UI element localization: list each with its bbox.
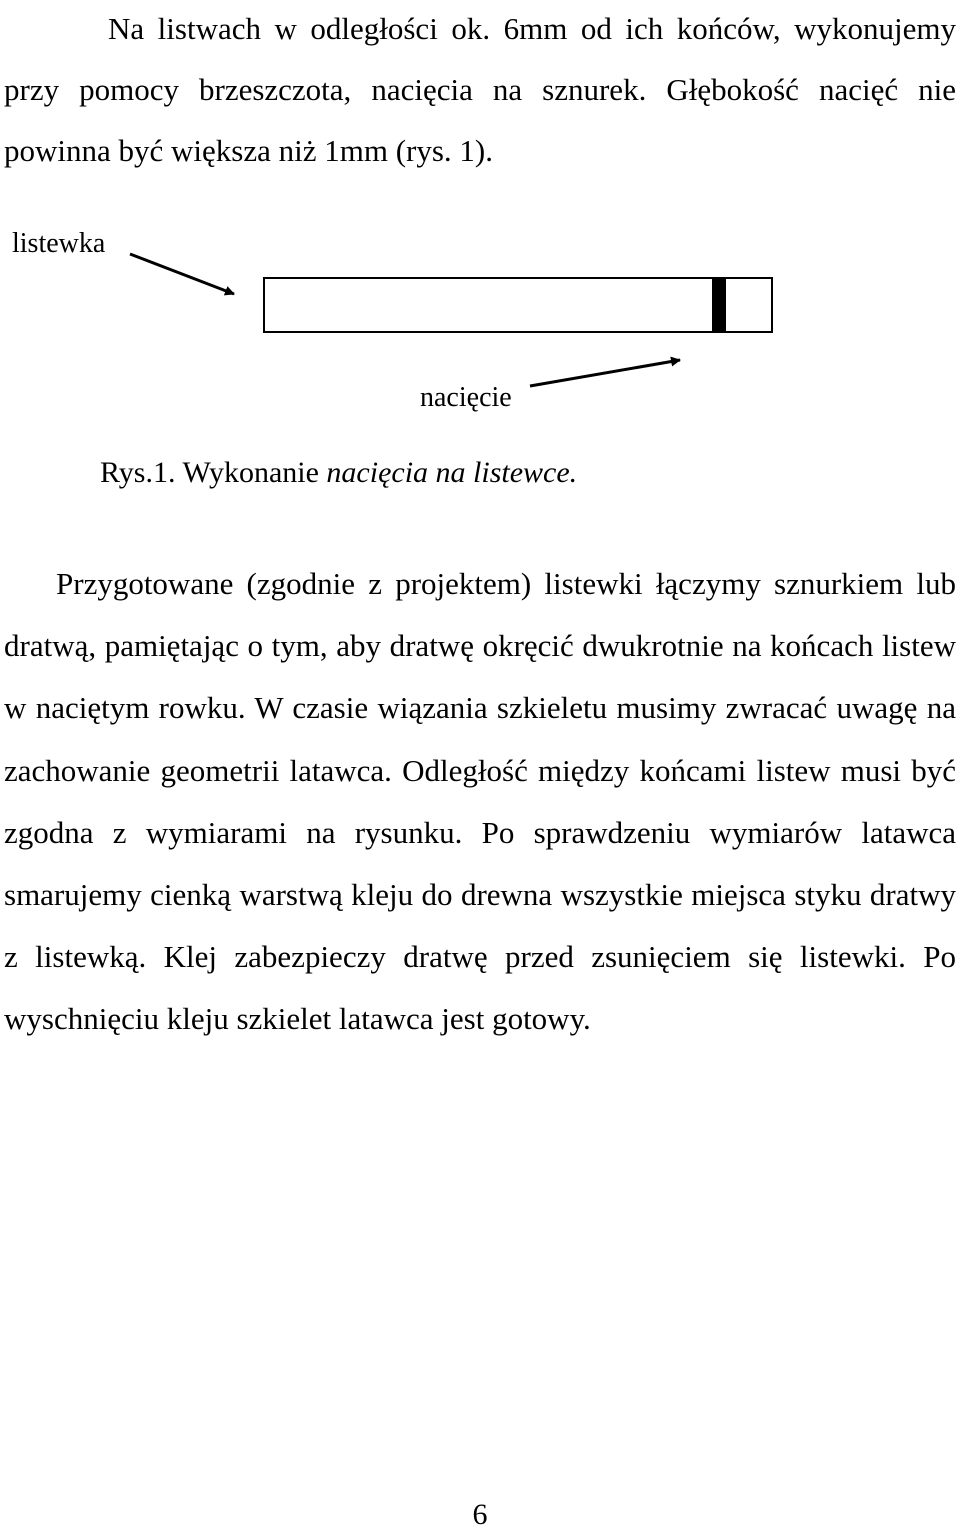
arrow-to-strip bbox=[130, 254, 234, 294]
caption-prefix: Rys.1. Wykonanie bbox=[100, 456, 327, 489]
intro-paragraph: Na listwach w odległości ok. 6mm od ich końców, wykonujemy przy pomocy brzeszczota, nacięcia na sznurek. Głębokość nacięć nie powinna być większa niż 1mm (rys. 1). bbox=[4, 11, 956, 168]
figure-caption bbox=[100, 456, 577, 490]
page-number: 6 bbox=[472, 1498, 488, 1531]
figure-strip-notch bbox=[0, 210, 960, 430]
strip-shape bbox=[264, 278, 772, 332]
caption-italic: nacięcia na listewce. bbox=[326, 456, 578, 489]
notch-label: nacięcie bbox=[420, 382, 512, 413]
strip-label: listewka bbox=[12, 228, 106, 259]
main-paragraph: Przygotowane (zgodnie z projektem) listewki łączymy sznurkiem lub dratwą, pamiętając o tym, aby dratwę okręcić dwukrotnie na końcach listew w naciętym rowku. W czasie wiązania szkieletu musimy zwracać uwagę na zachowanie geometrii latawca. Odległość między końcami listew musi być zgodna z wymiarami na rysunku. Po sprawdzeniu wymiarów latawca smarujemy cienką warstwą kleju do drewna wszystkie miejsca styku dratwy z listewką. Klej zabezpieczy dratwę przed zsunięciem się listewki. Po wyschnięciu kleju szkielet latawca jest gotowy. bbox=[4, 566, 956, 1037]
notch-mark bbox=[712, 278, 726, 332]
arrow-to-notch bbox=[530, 360, 680, 386]
